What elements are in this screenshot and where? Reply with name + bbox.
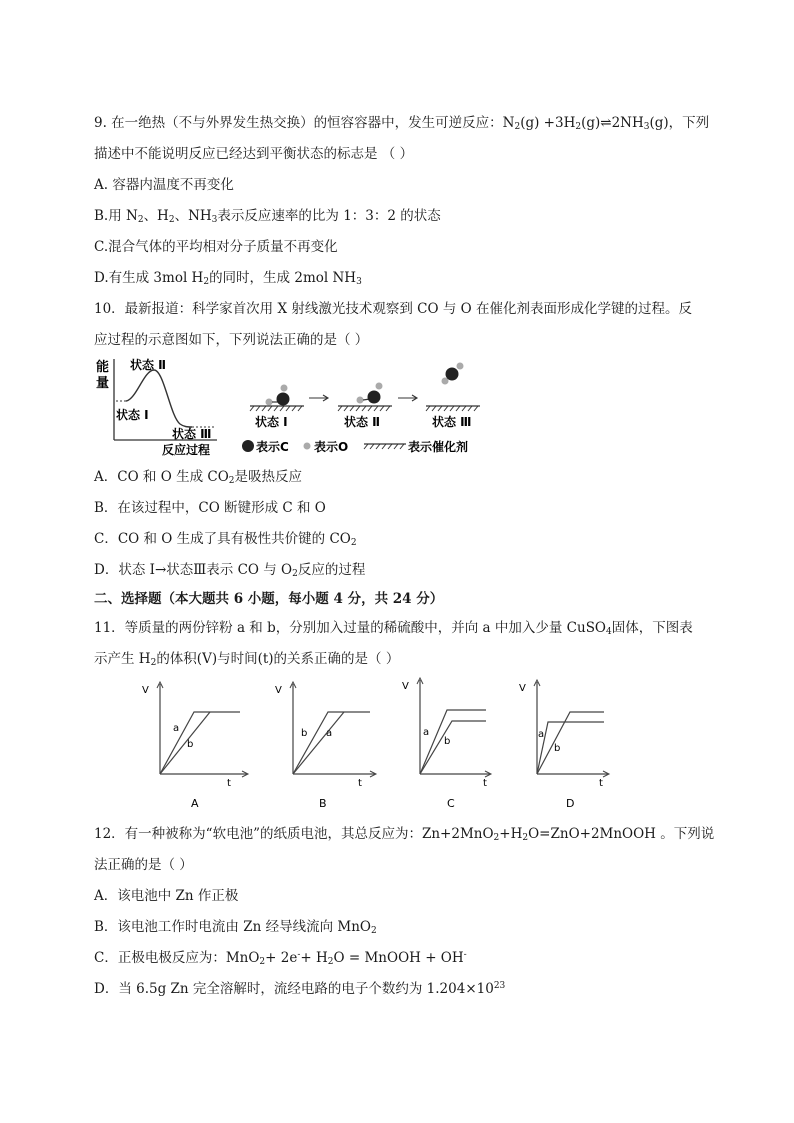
- state1-illustration: [250, 385, 304, 430]
- svg-text:V: V: [275, 685, 282, 696]
- svg-text:D: D: [566, 797, 575, 810]
- q10-stem-line1: 10．最新报道：科学家首次用 X 射线激光技术观察到 CO 与 O 在催化剂表面形成化学键的过程。反: [94, 301, 693, 317]
- svg-text:t: t: [358, 778, 362, 789]
- arrow-1: [309, 395, 328, 401]
- graph-a-line-b: [160, 712, 210, 774]
- energy-x-axis-label: 反应过程: [162, 443, 211, 457]
- q9-stem-line2: 描述中不能说明反应已经达到平衡状态的标志是 （ ）: [94, 146, 414, 162]
- q12-stem-line1: 12．有一种被称为“软电池”的纸质电池，其总反应为：$Zn+2MnO_2+H_2O=ZnO+2MnOOH$ 。下列说: [94, 826, 715, 843]
- graph-b-line-a: [293, 712, 344, 774]
- graph-b: [275, 682, 376, 810]
- q10-option-c: C．CO 和 O 生成了具有极性共价键的 $CO_2$: [94, 531, 357, 548]
- q9-option-c: C.混合气体的平均相对分子质量不再变化: [94, 239, 338, 255]
- graph-d: [519, 680, 609, 810]
- section-2-heading: 二、选择题（本大题共 6 小题，每小题 4 分，共 24 分）: [94, 591, 444, 607]
- svg-text:a: a: [423, 727, 430, 738]
- state3-illustration: [426, 363, 480, 430]
- q12-option-d: D．当 6.5g Zn 完全溶解时，流经电路的电子个数约为 $1.204\times 10^{23}$: [94, 981, 506, 997]
- q9-option-d: D.有生成 3mol $H_2$的同时，生成 2mol $NH_3$: [94, 270, 362, 287]
- svg-text:b: b: [187, 739, 194, 750]
- q12-option-a: A．该电池中 Zn 作正极: [94, 888, 239, 904]
- legend-carbon-label: 表示C: [256, 440, 289, 454]
- svg-text:a: a: [538, 729, 545, 740]
- svg-text:状态 Ⅰ: 状态 Ⅰ: [255, 415, 288, 429]
- svg-text:a: a: [173, 723, 180, 734]
- state2-illustration: [338, 383, 392, 430]
- svg-text:B: B: [319, 797, 327, 810]
- svg-text:A: A: [191, 797, 199, 810]
- legend-oxygen-label: 表示O: [314, 440, 349, 454]
- svg-text:状态 Ⅲ: 状态 Ⅲ: [432, 415, 472, 429]
- q11-graphs: [130, 676, 630, 816]
- q10-option-d: D．状态 Ⅰ→状态Ⅲ表示 CO 与 $O_2$反应的过程: [94, 562, 366, 579]
- legend-catalyst-icon: [364, 444, 406, 449]
- svg-text:t: t: [227, 778, 231, 789]
- energy-state2-label: 状态 Ⅱ: [130, 358, 167, 372]
- q10-stem-line2: 应过程的示意图如下，下列说法正确的是（ ）: [94, 332, 369, 348]
- graph-a: [142, 682, 248, 810]
- graph-c-line-b: [420, 721, 486, 774]
- arrow-2: [398, 395, 417, 401]
- q12-stem-line2: 法正确的是（ ）: [94, 857, 193, 873]
- svg-text:b: b: [444, 736, 451, 747]
- legend-catalyst-label: 表示催化剂: [408, 440, 469, 454]
- graph-c: [402, 678, 491, 810]
- graph-d-line-b: [537, 712, 604, 774]
- legend-oxygen-icon: [304, 443, 311, 450]
- q12-option-b: B．该电池工作时电流由 Zn 经导线流向 MnO$_2$: [94, 919, 377, 936]
- svg-text:V: V: [402, 681, 409, 692]
- q9-option-a: A. 容器内温度不再变化: [94, 177, 234, 193]
- svg-text:b: b: [301, 728, 308, 739]
- svg-text:V: V: [142, 685, 149, 696]
- q11-stem-line2: 示产生 $H_2$的体积(V)与时间(t)的关系正确的是（ ）: [94, 651, 400, 668]
- graph-c-line-a: [420, 710, 486, 774]
- graph-d-line-a: [537, 722, 604, 774]
- q10-option-b: B．在该过程中，CO 断键形成 C 和 O: [94, 500, 326, 516]
- svg-text:b: b: [554, 743, 561, 754]
- svg-text:V: V: [519, 683, 526, 694]
- q11-stem-line1: 11．等质量的两份锌粉 a 和 b，分别加入过量的稀硫酸中，并向 a 中加入少量 CuSO$_4$固体，下图表: [94, 620, 693, 637]
- energy-axis-label-1: 能: [96, 360, 110, 375]
- q9-stem-line1: 9. 在一绝热（不与外界发生热交换）的恒容容器中，发生可逆反应：$N_2(g)$ $+3H_2(g)\rightleftharpoons 2NH_3(g)$，下列: [94, 115, 710, 132]
- q10-option-a: A．CO 和 O 生成 $CO_2$是吸热反应: [94, 469, 303, 486]
- energy-axis-label-2: 量: [96, 376, 110, 391]
- svg-text:a: a: [326, 728, 333, 739]
- energy-state3-label: 状态 Ⅲ: [172, 427, 212, 441]
- graph-b-line-b: [293, 712, 370, 774]
- legend-carbon-icon: [242, 440, 254, 452]
- svg-text:t: t: [599, 778, 603, 789]
- q10-reaction-figure: [92, 356, 492, 458]
- svg-text:状态 Ⅱ: 状态 Ⅱ: [344, 415, 381, 429]
- graph-a-line-a: [160, 712, 240, 774]
- svg-text:t: t: [483, 778, 487, 789]
- svg-text:C: C: [447, 797, 455, 810]
- energy-state1-label: 状态 Ⅰ: [116, 408, 149, 422]
- q12-option-c: C．正极电极反应为：$MnO_2+ 2e^-+ H_2O$ = MnOOH + OH-: [94, 950, 467, 967]
- q9-option-b: B.用 $N_2$、$H_2$、$NH_3$表示反应速率的比为 1：3：2 的状态: [94, 208, 441, 225]
